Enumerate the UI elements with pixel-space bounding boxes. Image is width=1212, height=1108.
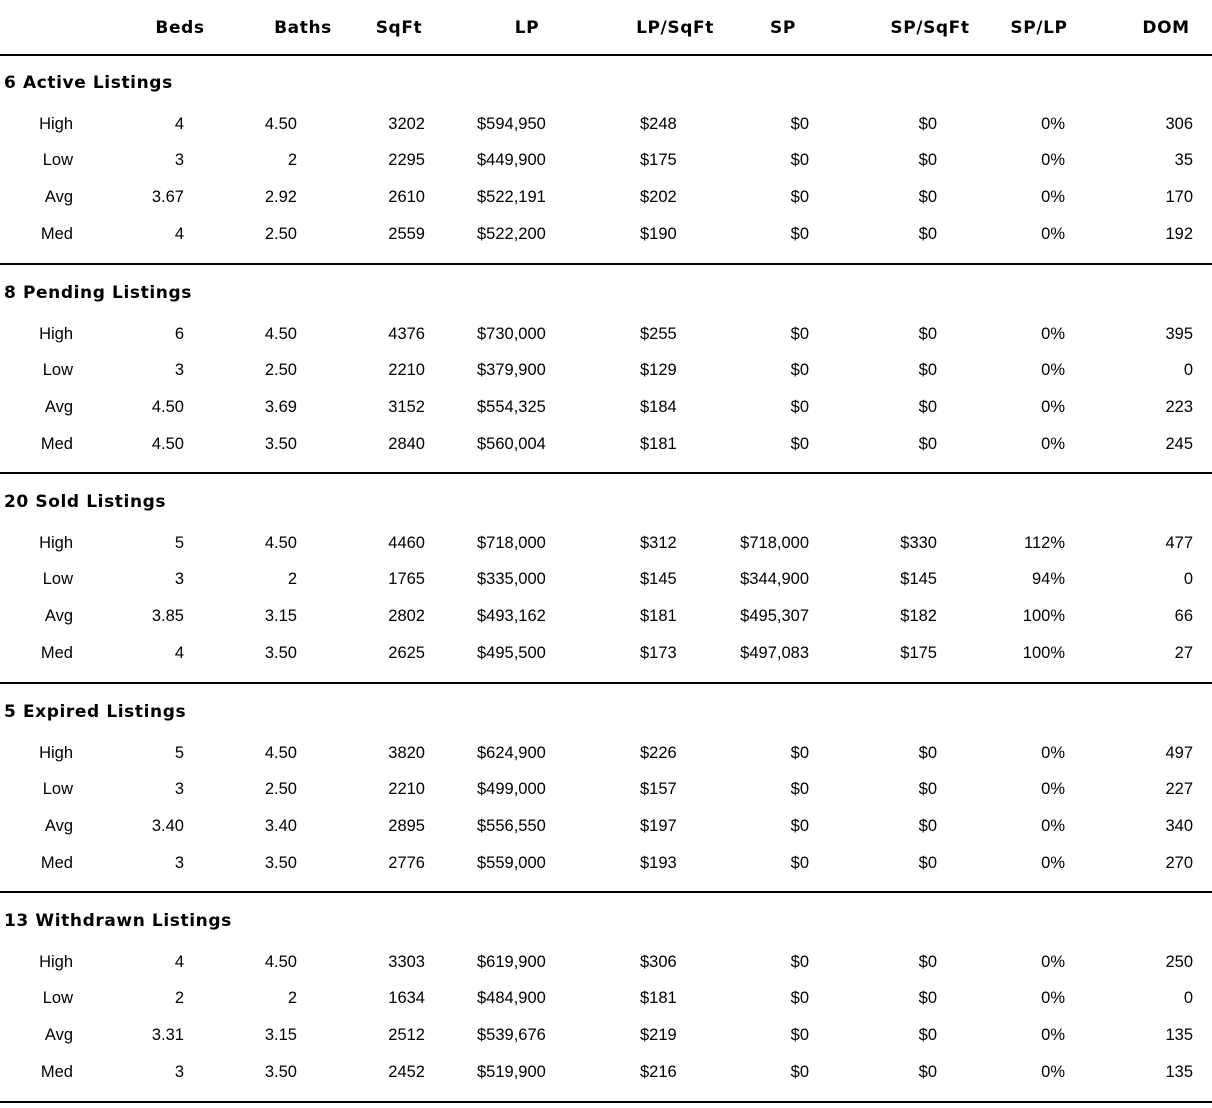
row-label: High	[39, 953, 73, 971]
table-cell: $184	[640, 397, 677, 416]
table-cell: $0	[918, 779, 937, 798]
table-cell: 0%	[1041, 225, 1065, 243]
table-cell: $0	[918, 360, 937, 379]
table-cell: 4	[174, 225, 184, 243]
table-cell: 2.50	[264, 779, 297, 798]
table-cell: 3.50	[264, 1063, 297, 1081]
table-cell: 66	[1174, 607, 1193, 625]
row-label: Med	[40, 644, 73, 662]
table-cell: 4460	[388, 534, 425, 552]
table-cell: 0%	[1041, 1063, 1065, 1081]
table-cell: $493,162	[477, 607, 546, 625]
column-header: Beds	[155, 18, 205, 38]
table-cell: $335,000	[477, 570, 546, 588]
row-label: High	[39, 743, 73, 762]
table-cell: $0	[790, 989, 809, 1007]
table-cell: $495,307	[740, 607, 809, 625]
table-cell: 27	[1174, 644, 1193, 662]
table-cell: 4.50	[151, 434, 184, 453]
table-cell: 170	[1165, 188, 1193, 206]
table-cell: $182	[900, 607, 937, 625]
table-cell: 2210	[388, 360, 425, 379]
table-cell: 306	[1165, 115, 1193, 133]
table-cell: $0	[918, 989, 937, 1007]
table-cell: 4	[174, 644, 184, 662]
table-cell: $0	[790, 779, 809, 798]
column-header: SP	[770, 18, 796, 38]
table-cell: $216	[640, 1063, 677, 1081]
table-cell: 0%	[1041, 743, 1065, 762]
table-cell: 0%	[1041, 188, 1065, 206]
table-cell: 2.50	[264, 360, 297, 379]
table-cell: 4	[174, 115, 184, 133]
table-cell: 1634	[388, 989, 425, 1007]
table-cell: 6	[174, 324, 184, 343]
table-cell: $0	[918, 434, 937, 453]
table-cell: $0	[918, 397, 937, 416]
table-cell: $0	[918, 1026, 937, 1044]
table-cell: 3.69	[264, 397, 297, 416]
table-cell: 4	[174, 953, 184, 971]
table-cell: 497	[1165, 743, 1193, 762]
table-cell: $449,900	[477, 151, 546, 169]
table-cell: 2610	[388, 188, 425, 206]
row-label: Avg	[44, 816, 73, 835]
table-cell: 2452	[388, 1063, 425, 1081]
table-cell: 3303	[388, 953, 425, 971]
row-label: Low	[42, 779, 73, 798]
table-cell: $181	[640, 607, 677, 625]
row-label: Avg	[44, 1026, 73, 1044]
table-cell: 227	[1165, 779, 1193, 798]
table-cell: 4.50	[264, 115, 297, 133]
table-cell: $0	[918, 853, 937, 872]
table-cell: $0	[790, 1063, 809, 1081]
table-cell: 3.50	[264, 644, 297, 662]
table-cell: $0	[918, 953, 937, 971]
row-label: Low	[42, 570, 73, 588]
row-label: Med	[40, 1063, 73, 1081]
table-cell: $145	[640, 570, 677, 588]
table-cell: $0	[918, 816, 937, 835]
table-cell: 0%	[1041, 397, 1065, 416]
table-cell: $0	[790, 188, 809, 206]
table-cell: 2840	[388, 434, 425, 453]
table-cell: 4.50	[264, 324, 297, 343]
table-cell: 3	[174, 570, 184, 588]
table-cell: $175	[640, 151, 677, 169]
table-cell: $129	[640, 360, 677, 379]
column-header: LP/SqFt	[636, 18, 714, 38]
column-header: SP/LP	[1010, 18, 1068, 38]
table-cell: $0	[918, 225, 937, 243]
table-cell: 0%	[1041, 816, 1065, 835]
table-cell: $379,900	[477, 360, 546, 379]
table-cell: 4376	[388, 324, 425, 343]
table-cell: 135	[1165, 1026, 1193, 1044]
column-header: SP/SqFt	[890, 18, 970, 38]
table-cell: 3	[174, 151, 184, 169]
table-cell: $181	[640, 989, 677, 1007]
section-title: 20 Sold Listings	[4, 492, 167, 512]
table-cell: $312	[640, 534, 677, 552]
table-cell: 135	[1165, 1063, 1193, 1081]
table-cell: $499,000	[477, 779, 546, 798]
table-cell: $0	[790, 151, 809, 169]
table-cell: 0%	[1041, 324, 1065, 343]
column-header: Baths	[274, 18, 332, 38]
table-cell: 3.67	[151, 188, 184, 206]
table-cell: $190	[640, 225, 677, 243]
section-title: 13 Withdrawn Listings	[4, 911, 232, 931]
section-divider	[0, 682, 1212, 684]
row-label: Avg	[44, 188, 73, 206]
row-label: Low	[42, 989, 73, 1007]
table-cell: $157	[640, 779, 677, 798]
table-cell: 5	[174, 743, 184, 762]
table-cell: $497,083	[740, 644, 809, 662]
table-cell: $0	[918, 115, 937, 133]
table-cell: 2625	[388, 644, 425, 662]
table-cell: 2512	[388, 1026, 425, 1044]
section-title: 8 Pending Listings	[4, 282, 192, 303]
table-cell: 2559	[388, 225, 425, 243]
table-cell: 4.50	[264, 743, 297, 762]
table-cell: 4.50	[151, 397, 184, 416]
section-divider	[0, 891, 1212, 893]
table-cell: $145	[900, 570, 937, 588]
table-cell: $344,900	[740, 570, 809, 588]
table-cell: 270	[1165, 853, 1193, 872]
table-cell: 0	[1183, 360, 1193, 379]
row-label: Avg	[44, 607, 73, 625]
table-cell: 3202	[388, 115, 425, 133]
section-divider	[0, 1101, 1212, 1103]
row-label: High	[39, 534, 73, 552]
table-cell: $718,000	[477, 534, 546, 552]
table-cell: $495,500	[477, 644, 546, 662]
table-cell: 3.85	[151, 607, 184, 625]
table-cell: 2	[174, 989, 184, 1007]
table-cell: 477	[1165, 534, 1193, 552]
table-cell: $522,200	[477, 225, 546, 243]
table-cell: $519,900	[477, 1063, 546, 1081]
table-cell: $0	[918, 324, 937, 343]
table-cell: $0	[790, 743, 809, 762]
table-cell: $0	[790, 853, 809, 872]
table-cell: $0	[918, 743, 937, 762]
table-cell: 4.50	[264, 534, 297, 552]
table-cell: $255	[640, 324, 677, 343]
table-cell: 0%	[1041, 434, 1065, 453]
table-cell: 2776	[388, 853, 425, 872]
table-cell: $0	[790, 324, 809, 343]
table-cell: 2210	[388, 779, 425, 798]
table-cell: $0	[790, 434, 809, 453]
row-label: Low	[42, 151, 73, 169]
table-cell: $0	[790, 1026, 809, 1044]
table-cell: $173	[640, 644, 677, 662]
table-cell: $556,550	[477, 816, 546, 835]
table-cell: 0%	[1041, 989, 1065, 1007]
table-cell: $730,000	[477, 324, 546, 343]
table-cell: 2802	[388, 607, 425, 625]
table-cell: 4.50	[264, 953, 297, 971]
column-header: SqFt	[375, 18, 423, 38]
table-cell: 2	[287, 151, 297, 169]
table-cell: $248	[640, 115, 677, 133]
table-cell: 5	[174, 534, 184, 552]
table-cell: $484,900	[477, 989, 546, 1007]
section-title: 5 Expired Listings	[4, 701, 187, 722]
table-cell: 3	[174, 779, 184, 798]
row-label: Med	[40, 225, 73, 243]
table-cell: $0	[918, 151, 937, 169]
table-cell: 0%	[1041, 779, 1065, 798]
table-cell: $554,325	[477, 397, 546, 416]
table-cell: $559,000	[477, 853, 546, 872]
row-label: Med	[40, 853, 73, 872]
table-cell: $226	[640, 743, 677, 762]
table-cell: 340	[1165, 816, 1193, 835]
table-cell: 0%	[1041, 115, 1065, 133]
section-divider	[0, 263, 1212, 265]
table-cell: $718,000	[740, 534, 809, 552]
table-cell: $219	[640, 1026, 677, 1044]
table-cell: 100%	[1022, 644, 1065, 662]
table-cell: 0	[1183, 989, 1193, 1007]
table-cell: 2295	[388, 151, 425, 169]
table-cell: $330	[900, 534, 937, 552]
table-cell: $0	[790, 360, 809, 379]
table-cell: 3.15	[264, 1026, 297, 1044]
table-cell: 245	[1165, 434, 1193, 453]
table-cell: $522,191	[477, 188, 546, 206]
row-label: High	[39, 324, 73, 343]
table-cell: 1765	[388, 570, 425, 588]
table-cell: 3	[174, 853, 184, 872]
table-cell: 35	[1174, 151, 1193, 169]
table-cell: $0	[918, 1063, 937, 1081]
table-cell: 2.50	[264, 225, 297, 243]
table-cell: 0%	[1041, 853, 1065, 872]
table-cell: $181	[640, 434, 677, 453]
table-cell: 3.40	[264, 816, 297, 835]
row-label: Med	[40, 434, 73, 453]
table-cell: $0	[790, 816, 809, 835]
table-cell: 3152	[388, 397, 425, 416]
column-header: DOM	[1142, 18, 1190, 38]
table-cell: 112%	[1024, 534, 1065, 552]
section-title: 6 Active Listings	[4, 73, 173, 93]
table-cell: 2895	[388, 816, 425, 835]
table-cell: 2	[287, 570, 297, 588]
table-cell: $594,950	[477, 115, 546, 133]
table-cell: 3.50	[264, 853, 297, 872]
table-cell: $0	[790, 397, 809, 416]
column-header: LP	[514, 18, 540, 38]
table-cell: 94%	[1031, 570, 1065, 588]
table-cell: 223	[1165, 397, 1193, 416]
table-cell: 3	[174, 1063, 184, 1081]
table-cell: 0%	[1041, 360, 1065, 379]
table-cell: 3820	[388, 743, 425, 762]
table-cell: 0%	[1041, 1026, 1065, 1044]
table-cell: $197	[640, 816, 677, 835]
table-cell: $175	[900, 644, 937, 662]
table-cell: $0	[790, 225, 809, 243]
table-cell: $0	[790, 953, 809, 971]
table-cell: $0	[918, 188, 937, 206]
table-cell: 2	[287, 989, 297, 1007]
row-label: Low	[42, 360, 73, 379]
table-cell: 0%	[1041, 953, 1065, 971]
table-cell: $619,900	[477, 953, 546, 971]
table-cell: 2.92	[264, 188, 297, 206]
table-cell: $0	[790, 115, 809, 133]
table-cell: 0	[1183, 570, 1193, 588]
table-cell: 395	[1165, 324, 1193, 343]
table-cell: 0%	[1041, 151, 1065, 169]
table-cell: $560,004	[477, 434, 546, 453]
table-cell: 3.31	[151, 1026, 184, 1044]
table-cell: $306	[640, 953, 677, 971]
table-cell: 250	[1165, 953, 1193, 971]
table-cell: $539,676	[477, 1026, 546, 1044]
table-cell: $624,900	[477, 743, 546, 762]
table-cell: 3	[174, 360, 184, 379]
header-divider	[0, 54, 1212, 56]
table-cell: $193	[640, 853, 677, 872]
table-cell: $202	[640, 188, 677, 206]
table-cell: 100%	[1022, 607, 1065, 625]
row-label: High	[39, 115, 73, 133]
table-cell: 192	[1165, 225, 1193, 243]
table-cell: 3.50	[264, 434, 297, 453]
row-label: Avg	[44, 397, 73, 416]
section-divider	[0, 472, 1212, 474]
table-cell: 3.40	[151, 816, 184, 835]
table-cell: 3.15	[264, 607, 297, 625]
